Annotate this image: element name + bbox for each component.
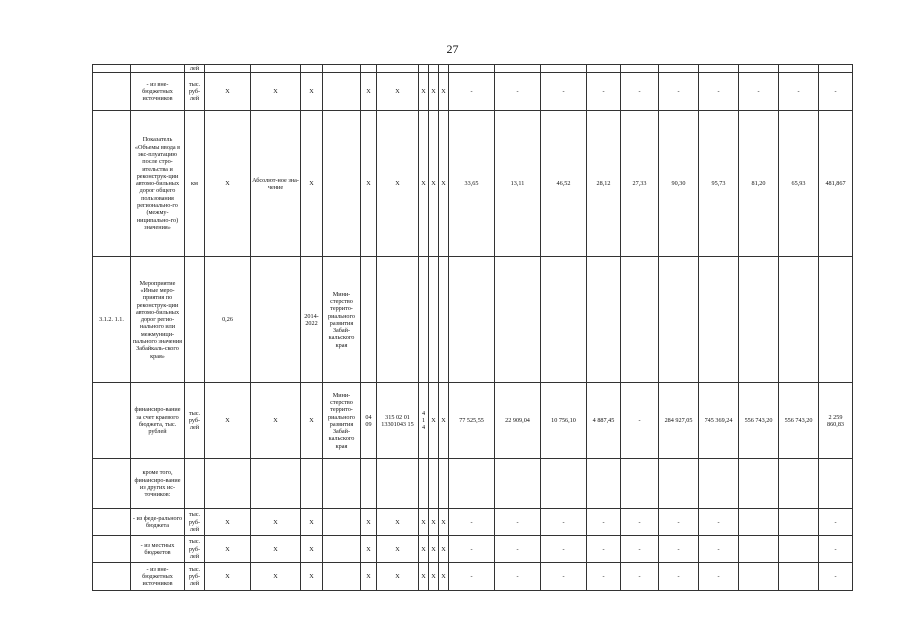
table-cell: X	[419, 563, 429, 591]
table-cell: 0,26	[205, 257, 251, 383]
table-row	[93, 65, 853, 73]
table-cell: X	[301, 536, 323, 563]
table-cell: X	[301, 509, 323, 536]
table-cell: тыс. руб-лей	[185, 383, 205, 459]
table-cell	[699, 459, 739, 509]
table-cell: 2014-2022	[301, 257, 323, 383]
table-cell: тыс. руб-лей	[185, 73, 205, 111]
table-cell	[377, 257, 419, 383]
table-cell	[251, 257, 301, 383]
table-cell: 3.1.2. 1.1.	[93, 257, 131, 383]
table-cell	[377, 65, 419, 73]
table-cell: -	[587, 563, 621, 591]
table-cell: X	[439, 111, 449, 257]
table-cell	[779, 257, 819, 383]
table-cell	[449, 459, 495, 509]
table-cell	[93, 509, 131, 536]
table-cell: 28,12	[587, 111, 621, 257]
table-cell: 315 02 01 13301043 15	[377, 383, 419, 459]
table-cell: 22 909,04	[495, 383, 541, 459]
table-cell	[429, 65, 439, 73]
table-cell: 04 09	[361, 383, 377, 459]
table-cell	[439, 459, 449, 509]
table-cell	[439, 65, 449, 73]
table-row	[93, 383, 853, 459]
table-cell	[429, 257, 439, 383]
table-cell	[323, 65, 361, 73]
table-row	[93, 509, 853, 536]
table-cell	[739, 536, 779, 563]
table-cell: X	[377, 73, 419, 111]
table-cell: X	[205, 383, 251, 459]
table-cell: 77 525,55	[449, 383, 495, 459]
table-cell: кроме того, финансиро-вание из других ис-точников:	[131, 459, 185, 509]
table-cell: X	[429, 383, 439, 459]
table-cell	[819, 459, 853, 509]
table-cell	[251, 459, 301, 509]
table-cell: - из вне-бюджетных источников	[131, 73, 185, 111]
table-cell	[587, 257, 621, 383]
table-cell: X	[377, 536, 419, 563]
table-cell	[419, 257, 429, 383]
table-cell	[93, 459, 131, 509]
table-row	[93, 563, 853, 591]
table-cell	[659, 459, 699, 509]
table-cell: 284 927,05	[659, 383, 699, 459]
table-cell: -	[495, 536, 541, 563]
table-cell	[621, 459, 659, 509]
table-cell	[495, 459, 541, 509]
table-cell: X	[301, 383, 323, 459]
table-cell	[323, 73, 361, 111]
table-cell: X	[205, 111, 251, 257]
table-cell: X	[377, 563, 419, 591]
table-cell: -	[739, 73, 779, 111]
table-cell: Мини-стерство террито-риального развития Забай-кальского края	[323, 257, 361, 383]
table-cell	[819, 65, 853, 73]
table-cell: -	[659, 536, 699, 563]
table-cell	[587, 65, 621, 73]
table-cell: X	[361, 111, 377, 257]
table-cell	[205, 459, 251, 509]
table-cell: 27,33	[621, 111, 659, 257]
table-cell: лей	[185, 65, 205, 73]
table-cell	[323, 509, 361, 536]
table-cell	[419, 459, 429, 509]
table-cell: - из вне-бюджетных источников	[131, 563, 185, 591]
table-cell: X	[205, 509, 251, 536]
table-cell	[659, 65, 699, 73]
table-cell	[93, 73, 131, 111]
table-row	[93, 73, 853, 111]
table-cell: Мероприятие «Иные меро-приятия по реконструк-ции автомо-бильных дорог регио-нального или межмуници-пального значения Забайкаль-ского края»	[131, 257, 185, 383]
table-cell: -	[621, 536, 659, 563]
table-cell: -	[659, 73, 699, 111]
table-cell: - из феде-рального бюджета	[131, 509, 185, 536]
table-cell: 13,11	[495, 111, 541, 257]
table-cell: -	[495, 563, 541, 591]
table-cell	[659, 257, 699, 383]
table-row	[93, 111, 853, 257]
table-cell	[323, 459, 361, 509]
table-cell: тыс. руб-лей	[185, 509, 205, 536]
table-cell: X	[419, 111, 429, 257]
table-cell	[779, 536, 819, 563]
table-cell: Абсолют-ное зна-чение	[251, 111, 301, 257]
table-cell: X	[439, 509, 449, 536]
table-cell: X	[439, 536, 449, 563]
table-cell: -	[659, 509, 699, 536]
table-cell	[377, 459, 419, 509]
table-cell: 745 369,24	[699, 383, 739, 459]
table-cell: 2 259 860,83	[819, 383, 853, 459]
table-cell	[93, 65, 131, 73]
table-cell: Мини-стерство террито-риального развития Забай-кальского края	[323, 383, 361, 459]
table-cell	[587, 459, 621, 509]
table-cell	[419, 65, 429, 73]
table-cell	[779, 459, 819, 509]
table-cell: -	[699, 536, 739, 563]
table-cell	[361, 257, 377, 383]
table-cell	[93, 536, 131, 563]
table-cell	[185, 459, 205, 509]
table-cell: 65,93	[779, 111, 819, 257]
table-cell: -	[819, 73, 853, 111]
table-cell: X	[361, 73, 377, 111]
table-cell: -	[449, 73, 495, 111]
table-cell: -	[587, 73, 621, 111]
table-cell: -	[587, 536, 621, 563]
table-cell	[621, 65, 659, 73]
table-cell: X	[251, 563, 301, 591]
table-cell	[301, 65, 323, 73]
table-cell: 46,52	[541, 111, 587, 257]
table-cell: X	[301, 563, 323, 591]
table-cell: Показатель «Объемы ввода в экс-плуатацию после стро-ительства и реконструк-ции автомо-бильных дорог общего пользования регионально-го (межму-ниципально-го) значения»	[131, 111, 185, 257]
table-cell	[739, 257, 779, 383]
table-cell: 4 887,45	[587, 383, 621, 459]
table-row	[93, 257, 853, 383]
table-cell: X	[251, 536, 301, 563]
table-cell	[739, 509, 779, 536]
table-cell: -	[449, 536, 495, 563]
table-cell: X	[205, 536, 251, 563]
table-cell	[361, 65, 377, 73]
table-cell	[739, 459, 779, 509]
table-cell: 95,73	[699, 111, 739, 257]
table-cell: -	[621, 563, 659, 591]
table-cell	[93, 111, 131, 257]
table-cell	[323, 536, 361, 563]
table-cell: X	[361, 563, 377, 591]
table-cell: -	[449, 509, 495, 536]
table-cell: X	[429, 111, 439, 257]
table-row	[93, 459, 853, 509]
table-cell: -	[541, 73, 587, 111]
table-cell: - из местных бюджетов	[131, 536, 185, 563]
table-cell: X	[439, 383, 449, 459]
table-cell: 481,867	[819, 111, 853, 257]
table-cell: X	[429, 536, 439, 563]
table-cell: X	[429, 509, 439, 536]
table-cell	[541, 459, 587, 509]
table-cell: -	[699, 509, 739, 536]
table-cell	[185, 257, 205, 383]
table-cell: 10 756,10	[541, 383, 587, 459]
table-cell: X	[439, 73, 449, 111]
table-cell: 556 743,20	[739, 383, 779, 459]
table-cell	[495, 65, 541, 73]
table-cell: -	[495, 73, 541, 111]
table-cell: -	[495, 509, 541, 536]
table-cell	[93, 563, 131, 591]
table-cell: -	[779, 73, 819, 111]
table-row	[93, 536, 853, 563]
table-cell	[301, 459, 323, 509]
page-number: 27	[446, 42, 459, 56]
table-cell	[541, 65, 587, 73]
table-cell: -	[541, 509, 587, 536]
table-cell	[449, 65, 495, 73]
table-cell: X	[429, 563, 439, 591]
table-cell	[739, 563, 779, 591]
table-cell: X	[429, 73, 439, 111]
table-cell: -	[541, 563, 587, 591]
table-cell: -	[699, 73, 739, 111]
table-cell: финансиро-вание за счет краевого бюджета, тыс. рублей	[131, 383, 185, 459]
table-cell: -	[699, 563, 739, 591]
table-cell: -	[541, 536, 587, 563]
table-cell: 81,20	[739, 111, 779, 257]
table-cell: X	[377, 509, 419, 536]
table-cell: 556 743,20	[779, 383, 819, 459]
table-cell: 90,30	[659, 111, 699, 257]
table-cell: X	[251, 383, 301, 459]
table-cell: -	[621, 509, 659, 536]
table-cell	[429, 459, 439, 509]
table-cell	[323, 563, 361, 591]
table-cell	[819, 257, 853, 383]
table-cell	[779, 65, 819, 73]
table-cell: X	[205, 563, 251, 591]
table-cell	[439, 257, 449, 383]
table-cell: -	[819, 563, 853, 591]
table-cell	[621, 257, 659, 383]
table-cell: X	[301, 111, 323, 257]
table-cell: -	[659, 563, 699, 591]
table-cell: тыс. руб-лей	[185, 563, 205, 591]
table-cell: X	[419, 536, 429, 563]
table-cell	[779, 563, 819, 591]
table-cell	[251, 65, 301, 73]
table-cell: X	[361, 509, 377, 536]
table-cell	[699, 65, 739, 73]
table-cell	[495, 257, 541, 383]
table-cell	[131, 65, 185, 73]
table-cell	[361, 459, 377, 509]
table-cell: -	[587, 509, 621, 536]
table-cell	[449, 257, 495, 383]
table-cell: X	[251, 73, 301, 111]
table-cell: -	[819, 509, 853, 536]
table-cell	[739, 65, 779, 73]
table-cell: -	[819, 536, 853, 563]
table-cell	[779, 509, 819, 536]
table-cell: X	[205, 73, 251, 111]
table-cell	[323, 111, 361, 257]
table-cell: тыс. руб-лей	[185, 536, 205, 563]
table-cell: X	[301, 73, 323, 111]
table-cell: 4 1 4	[419, 383, 429, 459]
table-cell: X	[251, 509, 301, 536]
table-cell: X	[419, 73, 429, 111]
table-cell: -	[621, 73, 659, 111]
table-cell: X	[439, 563, 449, 591]
table-cell	[541, 257, 587, 383]
table-cell: X	[419, 509, 429, 536]
table-cell	[205, 65, 251, 73]
table-cell: км	[185, 111, 205, 257]
table-cell	[699, 257, 739, 383]
table-cell: X	[361, 536, 377, 563]
program-table	[92, 64, 853, 591]
table-cell: X	[377, 111, 419, 257]
table-cell	[93, 383, 131, 459]
table-cell: 33,65	[449, 111, 495, 257]
table-cell: -	[621, 383, 659, 459]
table-cell: -	[449, 563, 495, 591]
